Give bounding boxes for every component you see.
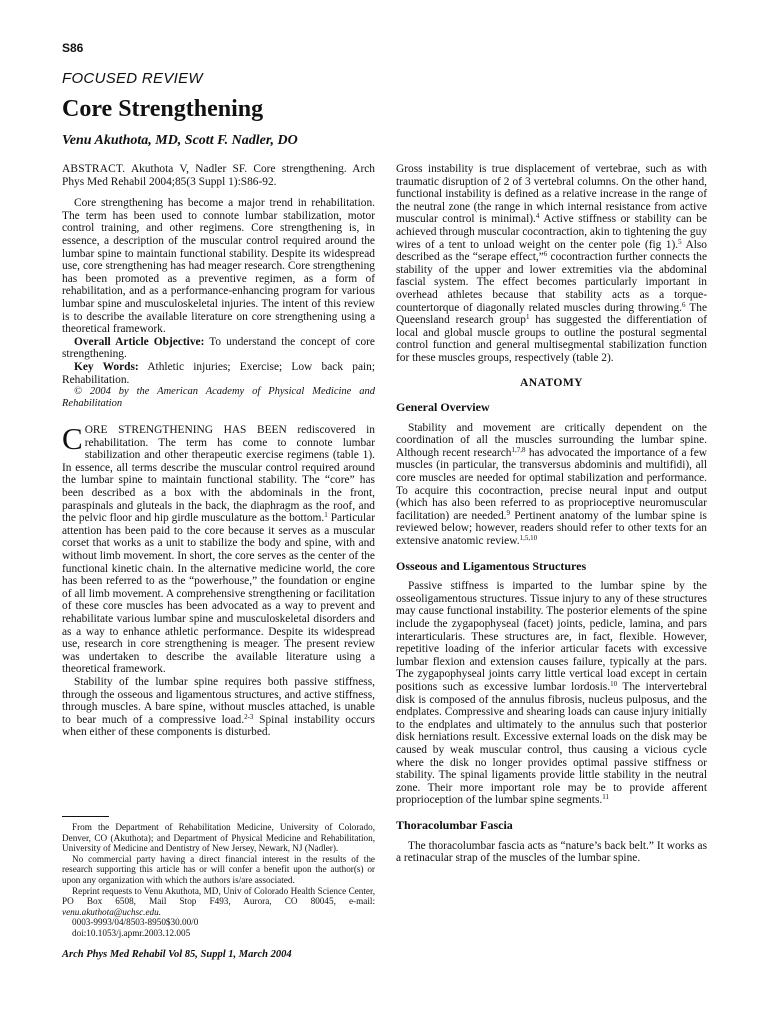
- text-run: Also described as the “serape effect,”: [396, 238, 707, 264]
- citation-sup: 9: [506, 508, 511, 517]
- citation-sup: 2-3: [244, 712, 254, 721]
- heading-anatomy: ANATOMY: [520, 375, 583, 389]
- citation-sup: 4: [535, 212, 540, 221]
- intro-p1-cont: Particular attention has been paid to the core because it serves as a muscular corset that works as a unit to stabilize the body and spine, with and without limb movement. In short, the core serves as the center of the functional kinetic chain. In the alternative medicine world, the core has been referred to as the “powerhouse,” the foundation or engine of all limb movement. A comprehensive strengthening or facilitation of these core muscles has been advocated as a way to prevent and rehabilitate various lumbar spine and musculoskeletal disorders and as a way to enhance athletic performance. Despite its widespread use, research in core strengthening is meager. The present review was undertaken to describe the available literature using a theoretical framework.: [62, 512, 375, 676]
- abstract-citation-paragraph: [62, 163, 375, 188]
- citation-sup: 1,7,8: [511, 445, 526, 454]
- keywords-label: Key Words:: [74, 360, 139, 373]
- text-run: Pertinent anatomy of the lumbar spine is reviewed below; however, readers should refer to other texts for an extensive anatomic review.: [396, 509, 707, 548]
- section-label: FOCUSED REVIEW: [62, 70, 203, 87]
- page-number: S86: [62, 41, 84, 55]
- abstract: [62, 163, 375, 410]
- footnote-reprint: [62, 886, 375, 918]
- intro-p2-text: Stability of the lumbar spine requires both passive stiffness, through the osseous and ligamentous structures, and active stiffness, through muscles. A bare spine, without muscles attached, is unable to bear much of a compressive load.: [62, 675, 375, 726]
- abstract-keywords: [62, 361, 375, 386]
- subheading-osseous: Osseous and Ligamentous Structures: [396, 558, 587, 573]
- text-run: cocontraction further connects the stability of the upper and lower extremities via the abdominal fascial system. The effect becomes particularly important in overhead athletes because that stability acts as a torque-countertorque of diagonally related muscles during throwing.: [396, 251, 707, 314]
- drop-cap: C: [62, 421, 83, 457]
- citation-sup: 1: [324, 511, 328, 520]
- copyright-notice: © 2004 by the American Academy of Physical Medicine and Rehabilitation: [62, 386, 375, 410]
- citation-sup: 10: [610, 679, 618, 688]
- objective-text: To understand the concept of core strengthening.: [62, 335, 375, 361]
- citation-sup: 6: [682, 300, 686, 309]
- keywords-text: Athletic injuries; Exercise; Low back pain; Rehabilitation.: [62, 360, 376, 386]
- journal-footer: Arch Phys Med Rehabil Vol 85, Suppl 1, March 2004: [62, 949, 292, 960]
- objective-label: Overall Article Objective:: [74, 335, 205, 348]
- text-run: The intervertebral disk is composed of the annulus fibrosis, nucleus pulposus, and the endplates. Compressive and shearing loads can cause injury initially to the endplates and ultimately to the annulus such that posterior disk herniations result. Excessive external loads on the disk may be caused by weak muscular control, thus causing a vicious cycle where the disk no longer provides optimal passive stiffness or stability. The spinal ligaments provide little stability in the neutral zone. Their more important role may be to provide afferent proprioception of the lumbar spine segments.: [396, 680, 708, 807]
- right-paragraph-1: [396, 163, 707, 365]
- article-authors: Venu Akuthota, MD, Scott F. Nadler, DO: [62, 133, 298, 148]
- text-run: has advocated the importance of a few muscles (in particular, the transversus abdominis and multifidi), all core muscles are needed for optimal stabilization and performance. To acquire this cocontraction, precise neural input and output (which has also been referred to as proprioceptive neuromuscular facilitation) are needed.: [396, 446, 707, 522]
- introduction: [62, 421, 375, 739]
- text-run: The Queensland research group: [396, 301, 708, 327]
- right-column: [396, 163, 707, 865]
- footnote-doi: doi:10.1053/j.apmr.2003.12.005: [72, 927, 191, 938]
- right-paragraph-2: [396, 422, 707, 548]
- text-run: Passive stiffness is imparted to the lumbar spine by the osseoligamentous structures. Tissue injury to any of these structures may cause functional instability. The posterior elements of the spine include the zygapophyseal (facet) joints, pedicle, lamina, and pars interarticularis. These structures are, in fact, flexible. However, repetitive loading of the inferior articular facets with excessive lumbar flexion and extension causes failure, typically at the pars. The zygapophyseal joints carry little vertical load except in certain positions such as excessive lumbar lordosis.: [396, 580, 707, 693]
- intro-paragraph-2: [62, 676, 375, 739]
- text-run: Stability and movement are critically dependent on the coordination of all the muscles surrounding the lumbar spine. Although recent research: [396, 421, 707, 459]
- abstract-label: ABSTRACT.: [62, 163, 126, 175]
- reprint-text: Reprint requests to Venu Akuthota, MD, Univ of Colorado Health Science Center, PO Box 6508, Mail Stop F493, Aurora, CO 80045, e-mail:: [62, 885, 375, 907]
- text-run: Gross instability is true displacement of vertebrae, such as with traumatic disruption of 2 of 3 vertebral columns. On the other hand, functional instability is defined as a relative increase in the range of the neutral zone (the range in which internal resistance from active muscular control is minimal).: [396, 163, 707, 226]
- abstract-body: Core strengthening has become a major trend in rehabilitation. The term has been used to connote lumbar stabilization, motor control training, and other regimens. Core strengthening is, in essence, a description of the muscular control required around the lumbar spine to maintain functional stability. Despite its widespread use, core strengthening has had meager research. Core strengthening has been promoted as a preventive regimen, as a form of rehabilitation, and as a performance-enhancing program for various lumbar spine and musculoskeletal injuries. The intent of this review is to describe the available literature on core strengthening using a theoretical framework.: [62, 197, 375, 336]
- citation-sup: 6: [543, 250, 548, 259]
- abstract-objective: [62, 336, 375, 361]
- intro-paragraph-1: [62, 421, 375, 676]
- text-run: Active stiffness or stability can be achieved through muscular cocontraction, akin to tightening the guy wires of a tent to unload weight on the center pole (fig 1).: [396, 213, 708, 251]
- subheading-thoracolumbar: Thoracolumbar Fascia: [396, 817, 513, 832]
- text-run: has suggested the differentiation of local and global muscle groups to outline the postural segmental control function and general multisegmental stabilization function for these muscles groups, respectively (table 2).: [396, 314, 707, 364]
- footnote-rule: [62, 816, 109, 817]
- article-title: Core Strengthening: [62, 96, 264, 122]
- abstract-citation: Akuthota V, Nadler SF. Core strengthening. Arch Phys Med Rehabil 2004;85(3 Suppl 1):S86-92.: [62, 163, 376, 188]
- footnote-affiliation: From the Department of Rehabilitation Medicine, University of Colorado, Denver, CO (Akuthota); and Department of Physical Medicine and Rehabilitation, University of Medicine and Dentistry of New Jersey, Newark, NJ (Nadler).: [62, 822, 375, 854]
- citation-sup: 5: [678, 237, 682, 246]
- citation-sup: 1,5,10: [519, 534, 538, 543]
- footnote-conflict: No commercial party having a direct financial interest in the results of the research supporting this article has or will confer a benefit upon the author(s) or upon any organization with which the authors is/are associated.: [62, 853, 375, 885]
- right-paragraph-3: [396, 580, 707, 807]
- citation-sup: 1: [525, 313, 530, 322]
- intro-p1-text: ORE STRENGTHENING HAS BEEN rediscovered in rehabilitation. The term has come to connote lumbar stabilization and other therapeutic exercise regimens (table 1). In essence, all terms describe the muscular control required around the lumbar spine to maintain functional stability. The “core” has been described as a box with the abdominals in the front, paraspinals and gluteals in the back, the diaphragm as the roof, and the pelvic floor and hip girdle musculature as the bottom.: [62, 424, 375, 525]
- author-email[interactable]: venu.akuthota@uchsc.edu.: [62, 906, 162, 917]
- right-paragraph-4: The thoracolumbar fascia acts as “nature’s back belt.” It works as a retinacular strap of the muscles of the lumbar spine.: [396, 839, 707, 865]
- subheading-general-overview: General Overview: [396, 400, 490, 415]
- citation-sup: 11: [602, 793, 609, 802]
- footnotes: [62, 822, 375, 939]
- footnote-issn: 0003-9993/04/8503-8950$30.00/0: [72, 917, 199, 928]
- left-column: [62, 163, 375, 739]
- intro-p2-cont: Spinal instability occurs when either of these components is disturbed.: [62, 713, 375, 739]
